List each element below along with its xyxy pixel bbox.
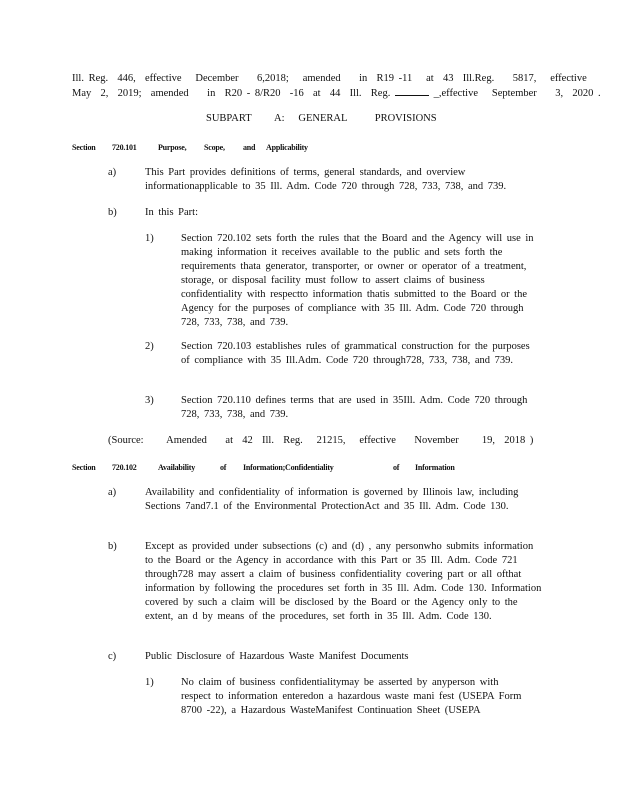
source-note: (Source: Amended at 42 Ill. Reg. 21215, effective November 19, 2018 ) — [108, 435, 534, 446]
section-101-b1-text: Section 720.102 sets forth the rules that the Board and the Agency will use in making information it receives available to the public and sets forth the requirements thata generator, transporter, or owner or operator of a treatment, storage, or disposal facility must follow to assert claims of business confidentiality with respectto information thatis submitted to the Board or the Agency for the purposes of compliance with 35 Ill. Adm. Code 720 through 728, 733, 738, and 739. — [181, 233, 534, 328]
intro-line-1: Ill. Reg. 446, effective December 6,2018; amended in R19 -11 at 43 Ill.Reg. 5817, effective — [72, 73, 587, 84]
subitem-label: 3) — [145, 395, 154, 406]
blank-underline — [395, 86, 429, 96]
section-label: Section — [72, 463, 96, 472]
section-title-word: Purpose, — [158, 143, 187, 152]
subitem-label: 1) — [145, 233, 154, 244]
item-label: b) — [108, 541, 117, 552]
section-102-c1-text: No claim of business confidentialitymay be asserted by anyperson with respect to information enteredon a hazardous waste mani fest (USEPA Form 8700 -22), a Hazardous WasteManifest Continuation Sheet (USEPA — [181, 677, 522, 716]
section-101-b-text: In this Part: — [145, 207, 198, 218]
section-title-word: Applicability — [266, 143, 308, 152]
section-title-word: and — [243, 143, 256, 152]
section-101-b2-text: Section 720.103 establishes rules of grammatical construction for the purposes of compliance with 35 Ill.Adm. Code 720 through728, 733, 738, and 739. — [181, 341, 530, 366]
section-title-word: Scope, — [204, 143, 225, 152]
intro-line-2-start: May 2, 2019; amended in R20 - 8/R20 -16 at 44 Ill. Reg. — [72, 88, 391, 99]
intro-line-2 — [72, 86, 601, 101]
subitem-label: 2) — [145, 341, 154, 352]
section-102-c-text: Public Disclosure of Hazardous Waste Manifest Documents — [145, 651, 409, 662]
section-102-b-text: Except as provided under subsections (c) and (d) , any personwho submits information to the Board or the Agency in accordance with this Part or 35 Ill. Adm. Code 721 through728 may assert a claim of business confidentiality covering part or all ofthat information by following the procedures set forth in 35 Ill. Adm. Code 130. Information covered by such a claim will be disclosed by the Board or the Agency only to the extent, an d by means of the procedures, set forth in 35 Ill. Adm. Code 130. — [145, 541, 542, 622]
item-label: a) — [108, 167, 117, 178]
section-title-word: of — [220, 463, 227, 472]
section-title-word: Information;Confidentiality — [243, 463, 334, 472]
section-title-word: of — [393, 463, 400, 472]
section-number: 720.101 — [112, 143, 137, 152]
section-101-b3-text: Section 720.110 defines terms that are used in 35Ill. Adm. Code 720 through 728, 733, 738, and 739. — [181, 395, 528, 420]
section-title-word: Information — [415, 463, 455, 472]
intro-line-2-end: _,effective September 3, 2020 . — [433, 88, 601, 99]
section-102-a-text: Availability and confidentiality of information is governed by Illinois law, including Sections 7and7.1 of the Environmental ProtectionAct and 35 Ill. Adm. Code 130. — [145, 487, 519, 512]
section-label: Section — [72, 143, 96, 152]
item-label: c) — [108, 651, 117, 662]
subpart-title: SUBPART A: GENERAL PROVISIONS — [206, 113, 437, 124]
section-101-a-text: This Part provides definitions of terms, general standards, and overview informationapplicable to 35 Ill. Adm. Code 720 through 728, 733, 738, and 739. — [145, 167, 507, 192]
section-number: 720.102 — [112, 463, 137, 472]
item-label: a) — [108, 487, 117, 498]
subitem-label: 1) — [145, 677, 154, 688]
item-label: b) — [108, 207, 117, 218]
section-title-word: Availability — [158, 463, 196, 472]
